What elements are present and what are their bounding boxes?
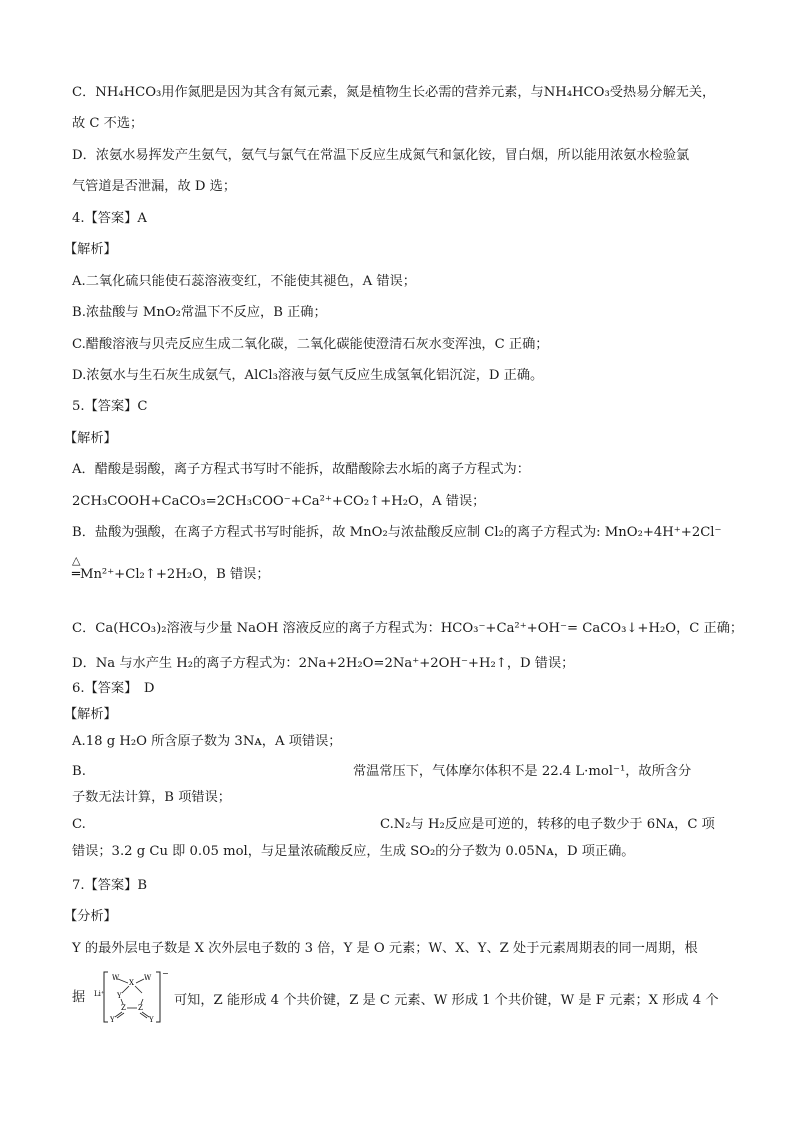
text-line: 常温常压下，气体摩尔体积不是 22.4 L·mol⁻¹，故所含分	[353, 764, 692, 779]
atom-label: W	[144, 974, 152, 982]
answer-heading: 6.【答案】 D	[72, 681, 155, 696]
text-line: B.浓盐酸与 MnO₂常温下不反应，B 正确；	[72, 305, 327, 320]
atom-label: Z	[138, 1004, 143, 1012]
analysis-heading: 【解析】	[64, 707, 117, 722]
text-line: C.醋酸溶液与贝壳反应生成二氧化碳，二氧化碳能使澄清石灰水变浑浊，C 正确；	[72, 337, 549, 352]
cation-label: Li⁺	[94, 990, 105, 998]
atom-label: Y	[117, 992, 122, 1000]
text-line: D.浓氨水与生石灰生成氨气，AlCl₃溶液与氨气反应生成氢氧化铝沉淀，D 正确。	[72, 368, 544, 383]
text-line: 气管道是否泄漏，故 D 选；	[72, 179, 237, 194]
anion-charge: −	[162, 969, 169, 978]
analysis-heading: 【分析】	[64, 909, 117, 924]
text-line: 错误；3.2 g Cu 即 0.05 mol，与足量浓硫酸反应，生成 SO₂的分子数为 0.05Nᴀ，D 项正确。	[72, 844, 635, 859]
text-line: 据	[72, 990, 86, 1005]
text-line: A．醋酸是弱酸，离子方程式书写时不能拆，故醋酸除去水垢的离子方程式为：	[72, 462, 530, 477]
answer-heading: 4.【答案】A	[72, 211, 147, 226]
atom-label: Z	[121, 1004, 126, 1012]
text-line: C.N₂与 H₂反应是可逆的，转移的电子数少于 6Nᴀ，C 项	[380, 817, 715, 832]
atom-label: Y	[149, 1016, 154, 1024]
answer-heading: 5.【答案】C	[72, 399, 148, 414]
text-line: 故 C 不选；	[72, 116, 144, 131]
answer-heading: 7.【答案】B	[72, 878, 148, 893]
atom-label: W	[112, 974, 120, 982]
analysis-heading: 【解析】	[64, 431, 117, 446]
text-line: A.18 g H₂O 所含原子数为 3Nᴀ，A 项错误；	[72, 734, 342, 749]
lithium-salt-structure-diagram	[94, 968, 168, 1026]
atom-label: X	[129, 979, 134, 987]
text-line: 可知，Z 能形成 4 个共价键，Z 是 C 元素、W 形成 1 个共价键，W 是 F 元素；X 形成 4 个	[174, 993, 719, 1008]
text-line: A.二氧化硫只能使石蕊溶液变红，不能使其褪色，A 错误；	[72, 274, 416, 289]
text-line: 子数无法计算，B 项错误；	[72, 790, 231, 805]
text-line: C．Ca(HCO₃)₂溶液与少量 NaOH 溶液反应的离子方程式为：HCO₃⁻+Ca²⁺+OH⁻= CaCO₃↓+H₂O，C 正确；	[72, 621, 744, 636]
equation-line: 2CH₃COOH+CaCO₃=2CH₃COO⁻+Ca²⁺+CO₂↑+H₂O，A 错误；	[72, 494, 486, 509]
analysis-heading: 【解析】	[64, 242, 117, 257]
equation-line: ═Mn²⁺+Cl₂↑+2H₂O，B 错误；	[72, 567, 270, 582]
text-line: Y 的最外层电子数是 X 次外层电子数的 3 倍，Y 是 O 元素；W、X、Y、Z 处于元素周期表的同一周期，根	[72, 941, 698, 956]
text-line: C．NH₄HCO₃用作氮肥是因为其含有氮元素，氮是植物生长必需的营养元素，与NH₄HCO₃受热易分解无关，	[72, 85, 716, 100]
heating-symbol: △	[72, 554, 81, 567]
text-line: D．Na 与水产生 H₂的离子方程式为：2Na+2H₂O=2Na⁺+2OH⁻+H₂↑，D 错误；	[72, 656, 575, 671]
text-line: B．盐酸为强酸，在离子方程式书写时能拆，故 MnO₂与浓盐酸反应制 Cl₂的离子方程式为: MnO₂+4H⁺+2Cl⁻	[72, 525, 722, 540]
text-line: C.	[72, 817, 86, 832]
atom-label: Y	[110, 1016, 115, 1024]
text-line: D．浓氨水易挥发产生氨气，氨气与氯气在常温下反应生成氮气和氯化铵，冒白烟，所以能用浓氨水检验氯	[72, 148, 690, 163]
text-line: B.	[72, 764, 86, 779]
